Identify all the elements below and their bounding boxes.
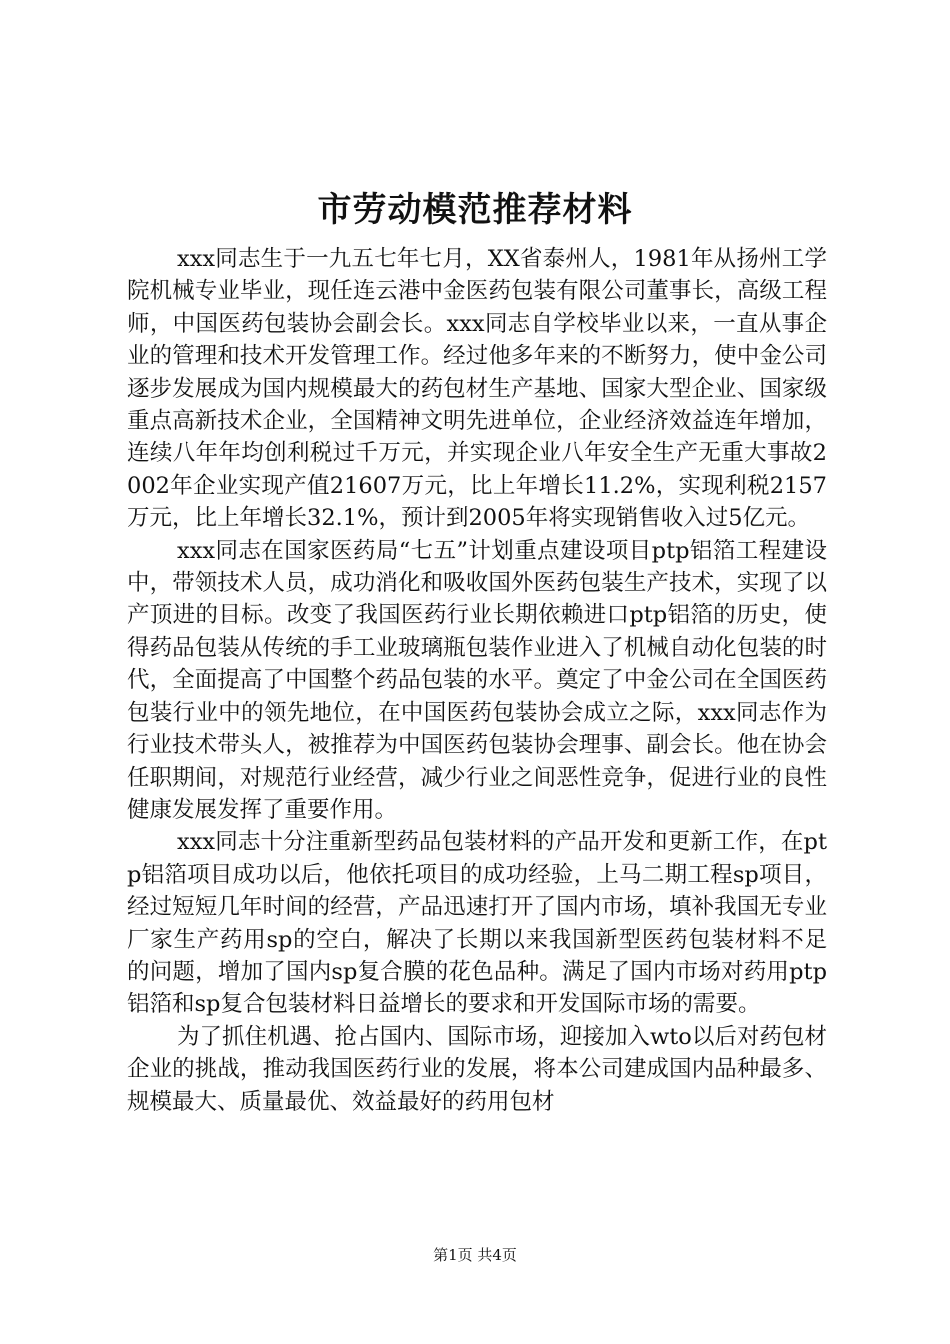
document-body — [127, 243, 827, 1118]
document-title: 市劳动模范推荐材料 — [317, 190, 633, 230]
paragraph-3: xxx同志十分注重新型药品包装材料的产品开发和更新工作，在ptp铝箔项目成功以后，他依托项目的成功经验，上马二期工程sp项目，经过短短几年时间的经营，产品迅速打开了国内市场，填补我国无专业厂家生产药用sp的空白，解决了长期以来我国新型医药包装材料不足的问题，增加了国内sp复合膜的花色品种。满足了国内市场对药用ptp铝箔和sp复合包装材料日益增长的要求和开发国际市场的需要。 — [127, 829, 827, 1018]
paragraph-2: xxx同志在国家医药局“七五”计划重点建设项目ptp铝箔工程建设中，带领技术人员，成功消化和吸收国外医药包装生产技术，实现了以产顶进的目标。改变了我国医药行业长期依赖进口ptp铝箔的历史，使得药品包装从传统的手工业玻璃瓶包装作业进入了机械自动化包装的时代，全面提高了中国整个药品包装的水平。奠定了中金公司在全国医药包装行业中的领先地位，在中国医药包装协会成立之际，xxx同志作为行业技术带头人，被推荐为中国医药包装协会理事、副会长。他在协会任职期间，对规范行业经营，减少行业之间恶性竞争，促进行业的良性健康发展发挥了重要作用。 — [127, 537, 827, 823]
paragraph-1: xxx同志生于一九五七年七月，XX省泰州人，1981年从扬州工学院机械专业毕业，现任连云港中金医药包装有限公司董事长，高级工程师，中国医药包装协会副会长。xxx同志自学校毕业以来，一直从事企业的管理和技术开发管理工作。经过他多年来的不断努力，使中金公司逐步发展成为国内规模最大的药包材生产基地、国家大型企业、国家级重点高新技术企业，全国精神文明先进单位，企业经济效益连年增加，连续八年年均创利税过千万元，并实现企业八年安全生产无重大事故2002年企业实现产值21607万元，比上年增长11.2%，实现利税2157万元，比上年增长32.1%，预计到2005年将实现销售收入过5亿元。 — [127, 246, 827, 532]
page-footer: 第1页 共4页 — [433, 1246, 517, 1264]
paragraph-4: 为了抓住机遇、抢占国内、国际市场，迎接加入wto以后对药包材企业的挑战，推动我国医药行业的发展，将本公司建成国内品种最多、规模最大、质量最优、效益最好的药用包材 — [127, 1023, 827, 1115]
